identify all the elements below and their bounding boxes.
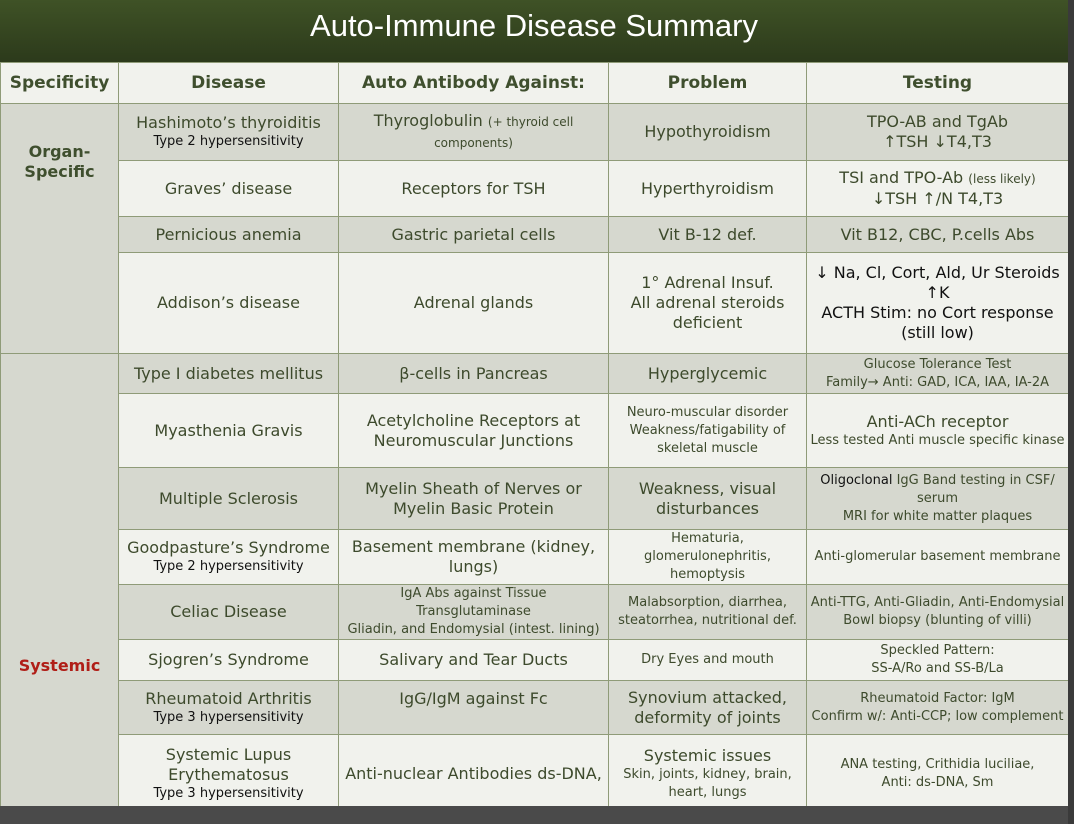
disease-cell: Sjogren’s Syndrome (119, 640, 339, 681)
testing-cell: TSI and TPO-Ab (less likely) ↓TSH ↑/N T4,T3 (807, 161, 1069, 217)
table-row (1, 104, 1069, 161)
table-row (1, 394, 1069, 468)
disease-cell: Pernicious anemia (119, 217, 339, 253)
antibody-cell: IgG/IgM against Fc (339, 681, 609, 735)
antibody-cell: Adrenal glands (339, 253, 609, 354)
problem-cell: 1° Adrenal Insuf. All adrenal steroids deficient (609, 253, 807, 354)
disease-cell: Type I diabetes mellitus (119, 354, 339, 394)
antibody-cell: Basement membrane (kidney, lungs) (339, 530, 609, 585)
disease-cell: Multiple Sclerosis (119, 468, 339, 530)
group-label-organ-specific: Organ-Specific (1, 104, 119, 354)
problem-cell: Malabsorption, diarrhea, steatorrhea, nutritional def. (609, 585, 807, 640)
testing-cell: Oligoclonal IgG Band testing in CSF/ serum MRI for white matter plaques (807, 468, 1069, 530)
testing-cell: ANA testing, Crithidia luciliae, Anti: ds-DNA, Sm (807, 735, 1069, 813)
testing-cell: Speckled Pattern: SS-A/Ro and SS-B/La (807, 640, 1069, 681)
header-antibody: Auto Antibody Against: (339, 63, 609, 104)
disease-cell: Celiac Disease (119, 585, 339, 640)
disease-cell: Graves’ disease (119, 161, 339, 217)
header-testing: Testing (807, 63, 1069, 104)
problem-cell: Synovium attacked, deformity of joints (609, 681, 807, 735)
page-title: Auto-Immune Disease Summary (0, 0, 1068, 62)
problem-cell: Hypothyroidism (609, 104, 807, 161)
problem-cell: Dry Eyes and mouth (609, 640, 807, 681)
antibody-cell: Gastric parietal cells (339, 217, 609, 253)
disease-summary-table (0, 62, 1069, 813)
testing-cell: Anti-glomerular basement membrane (807, 530, 1069, 585)
header-problem: Problem (609, 63, 807, 104)
table-row (1, 161, 1069, 217)
header-row (1, 63, 1069, 104)
header-specificity: Specificity (1, 63, 119, 104)
testing-cell: Anti-ACh receptor Less tested Anti muscle specific kinase (807, 394, 1069, 468)
antibody-cell: Salivary and Tear Ducts (339, 640, 609, 681)
antibody-cell: β-cells in Pancreas (339, 354, 609, 394)
testing-cell: TPO-AB and TgAb ↑TSH ↓T4,T3 (807, 104, 1069, 161)
header-disease: Disease (119, 63, 339, 104)
table-row (1, 354, 1069, 394)
antibody-cell: Myelin Sheath of Nerves or Myelin Basic Protein (339, 468, 609, 530)
testing-cell: Glucose Tolerance Test Family→ Anti: GAD, ICA, IAA, IA-2A (807, 354, 1069, 394)
table-row (1, 735, 1069, 813)
disease-cell: Goodpasture’s Syndrome Type 2 hypersensitivity (119, 530, 339, 585)
disease-cell: Systemic Lupus Erythematosus Type 3 hypersensitivity (119, 735, 339, 813)
testing-cell: Anti-TTG, Anti-Gliadin, Anti-Endomysial Bowl biopsy (blunting of villi) (807, 585, 1069, 640)
problem-cell: Neuro-muscular disorder Weakness/fatigability of skeletal muscle (609, 394, 807, 468)
problem-cell: Hyperthyroidism (609, 161, 807, 217)
problem-cell: Vit B-12 def. (609, 217, 807, 253)
table-row (1, 217, 1069, 253)
disease-cell: Hashimoto’s thyroiditis Type 2 hypersensitivity (119, 104, 339, 161)
table-row (1, 681, 1069, 735)
table-row (1, 468, 1069, 530)
testing-cell: Vit B12, CBC, P.cells Abs (807, 217, 1069, 253)
disease-cell: Addison’s disease (119, 253, 339, 354)
antibody-cell: Acetylcholine Receptors at Neuromuscular Junctions (339, 394, 609, 468)
disease-cell: Myasthenia Gravis (119, 394, 339, 468)
right-edge (1068, 0, 1074, 824)
problem-cell: Systemic issues Skin, joints, kidney, brain, heart, lungs (609, 735, 807, 813)
table-row (1, 253, 1069, 354)
testing-cell: ↓ Na, Cl, Cort, Ald, Ur Steroids ↑K ACTH Stim: no Cort response (still low) (807, 253, 1069, 354)
table-row (1, 585, 1069, 640)
problem-cell: Hematuria, glomerulonephritis, hemoptysis (609, 530, 807, 585)
problem-cell: Weakness, visual disturbances (609, 468, 807, 530)
problem-cell: Hyperglycemic (609, 354, 807, 394)
antibody-cell: Anti-nuclear Antibodies ds-DNA, (339, 735, 609, 813)
testing-cell: Rheumatoid Factor: IgM Confirm w/: Anti-CCP; low complement (807, 681, 1069, 735)
antibody-cell: Thyroglobulin (+ thyroid cell components) (339, 104, 609, 161)
antibody-cell: IgA Abs against Tissue Transglutaminase Gliadin, and Endomysial (intest. lining) (339, 585, 609, 640)
bottom-edge (0, 806, 1068, 824)
antibody-cell: Receptors for TSH (339, 161, 609, 217)
table-row (1, 530, 1069, 585)
table-row (1, 640, 1069, 681)
disease-cell: Rheumatoid Arthritis Type 3 hypersensitivity (119, 681, 339, 735)
group-label-systemic: Systemic (1, 354, 119, 813)
